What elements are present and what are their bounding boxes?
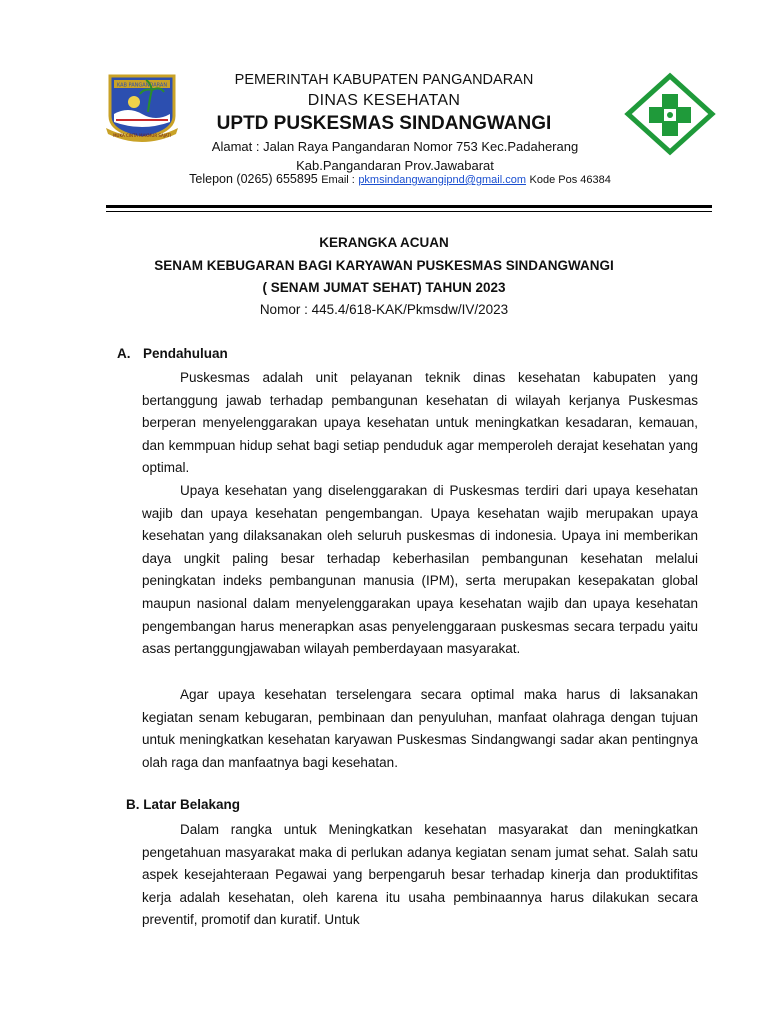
section-b-p1-text: Dalam rangka untuk Meningkatkan kesehatan masyarakat dan meningkatkan pengetahuan masyarakat maka di perlukan adanya kegiatan senam jumat sehat. Salah satu aspek kesejahteraan Pegawai yang berpengaruh besar terhadap kinerja dan produktifitas kerja adalah kesehatan, oleh karena itu usaha pembinaannya harus dilakukan secara preventif, promotif dan kuratif. Untuk	[142, 822, 698, 928]
section-b-title: Latar Belakang	[143, 797, 241, 812]
document-title: KERANGKA ACUAN	[319, 235, 449, 250]
document-subtitle-year: ( SENAM JUMAT SEHAT) TAHUN 2023	[262, 280, 506, 295]
header-address-line1: Alamat : Jalan Raya Pangandaran Nomor 753 Kec.Padaherang	[211, 139, 579, 154]
header-email-label: Email :	[321, 174, 355, 186]
header-email-link[interactable]: pkmsindangwangipnd@gmail.com	[358, 174, 527, 186]
section-a-paragraph-3	[142, 684, 698, 774]
emblem-title-text: KAB PANGANDARAN	[116, 82, 168, 89]
document-number: Nomor : 445.4/618-KAK/Pkmsdw/IV/2023	[259, 302, 509, 317]
section-a-p3-text: Agar upaya kesehatan terselengara secara optimal maka harus di laksanakan kegiatan senam kebugaran, pembinaan dan penyuluhan, manfaat olahraga dengan tujuan untuk meningkatkan kesehatan karyawan Puskesmas Sindangwangi sadar akan pentingnya olah raga dan manfaatnya bagi kesehatan.	[142, 687, 698, 770]
section-b-letter: B.	[126, 797, 140, 812]
header-department-name: DINAS KESEHATAN	[307, 92, 461, 109]
section-a-paragraph-2	[142, 480, 698, 661]
header-address-line2: Kab.Pangandaran Prov.Jawabarat	[296, 158, 494, 173]
section-b-heading	[126, 797, 240, 812]
header-address	[160, 137, 630, 175]
header-puskesmas-name: UPTD PUSKESMAS SINDANGWANGI	[216, 113, 552, 134]
header-divider-thick	[106, 205, 712, 208]
section-a-p1-text: Puskesmas adalah unit pelayanan teknik dinas kesehatan kabupaten yang bertanggung jawab terhadap pembangunan kesehatan di wilayah kerjanya Puskesmas berperan menyelenggarakan upaya kesehatan untuk meningkatkan kesadaran, kemauan, dan kemmpuan hidup sehat bagi setiap penduduk agar memperoleh derajat kesehatan yang optimal.	[142, 370, 698, 476]
section-a-paragraph-1	[142, 367, 698, 480]
emblem-motto-text: MUKA CINTA MAKMUR SAJATI	[113, 133, 171, 138]
section-a-title: Pendahuluan	[143, 346, 228, 361]
section-a-letter: A.	[117, 346, 131, 361]
section-a-heading	[117, 346, 228, 361]
header-government-name: PEMERINTAH KABUPATEN PANGANDARAN	[234, 72, 534, 88]
puskesmas-logo	[624, 72, 716, 156]
header-divider-thin	[106, 211, 712, 212]
section-a-p2-text: Upaya kesehatan yang diselenggarakan di Puskesmas terdiri dari upaya kesehatan wajib dan upaya kesehatan pengembangan. Upaya kesehatan wajib merupakan upaya kesehatan yang dilaksanakan oleh seluruh puskesmas di indonesia. Upaya ini memberikan daya ungkit paling besar terhadap keberhasilan pembangunan kesehatan melalui peningkatan indeks pembangunan manusia (IPM), serta merupakan kesepakatan global maupun nasional dalam menyelenggarakan upaya kesehatan wajib dan upaya kesehatan pengembangan harus menerapkan asas penyelenggaraan puskesmas secara terpadu yaitu asas pertanggungjawaban wilayah pemberdayaan masyarakat.	[142, 483, 698, 657]
header-postal-code: Kode Pos 46384	[529, 174, 611, 186]
document-subtitle: SENAM KEBUGARAN BAGI KARYAWAN PUSKESMAS SINDANGWANGI	[154, 258, 614, 273]
header-contact	[150, 172, 650, 186]
header-phone: Telepon (0265) 655895	[189, 172, 318, 186]
section-b-paragraph-1	[142, 819, 698, 932]
